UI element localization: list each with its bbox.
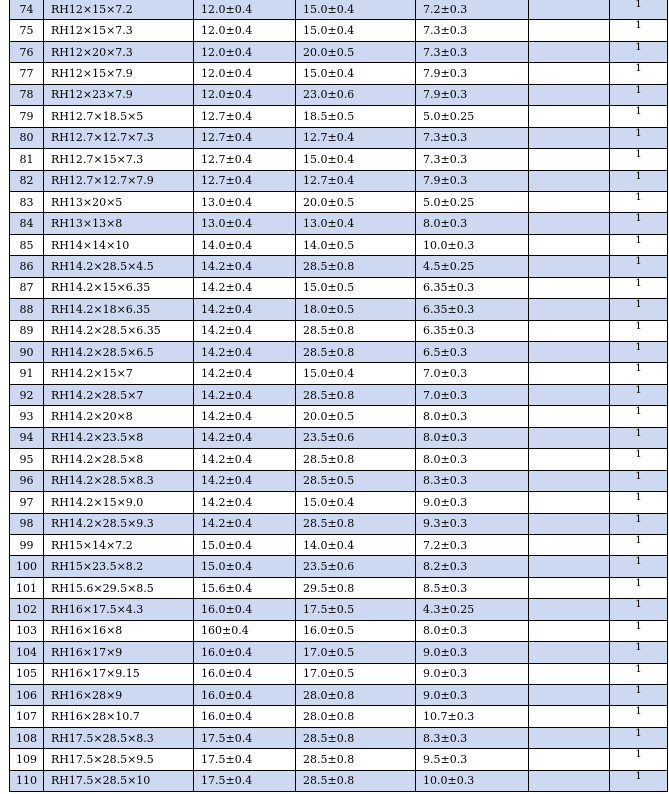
row-number: 108: [10, 727, 44, 748]
height-cell: 10.7±0.3: [416, 706, 529, 727]
height-cell: 8.0±0.3: [416, 213, 529, 234]
row-number: 82: [10, 170, 44, 191]
empty-cell: [529, 191, 610, 212]
inner-diameter-cell: 14.2±0.4: [194, 256, 296, 277]
outer-diameter-cell: 20.0±0.5: [296, 41, 416, 62]
outer-diameter-cell: 28.5±0.8: [296, 513, 416, 534]
outer-diameter-cell: 15.0±0.4: [296, 149, 416, 170]
inner-diameter-cell: 16.0±0.4: [194, 599, 296, 620]
table-row: [10, 256, 668, 277]
quantity-cell: 1: [610, 84, 668, 105]
empty-cell: [529, 534, 610, 555]
quantity-cell: 1: [610, 663, 668, 684]
empty-cell: [529, 170, 610, 191]
height-cell: 8.3±0.3: [416, 727, 529, 748]
height-cell: 8.3±0.3: [416, 470, 529, 491]
height-cell: 7.9±0.3: [416, 63, 529, 84]
quantity-cell: 1: [610, 213, 668, 234]
quantity-cell: 1: [610, 534, 668, 555]
quantity-cell: 1: [610, 642, 668, 663]
inner-diameter-cell: 12.0±0.4: [194, 63, 296, 84]
empty-cell: [529, 127, 610, 148]
model-cell: RH17.5×28.5×10: [44, 770, 194, 791]
quantity-cell: 1: [610, 513, 668, 534]
outer-diameter-cell: 28.5±0.8: [296, 770, 416, 791]
inner-diameter-cell: 14.2±0.4: [194, 342, 296, 363]
height-cell: 7.3±0.3: [416, 127, 529, 148]
empty-cell: [529, 63, 610, 84]
inner-diameter-cell: 12.7±0.4: [194, 170, 296, 191]
inner-diameter-cell: 12.7±0.4: [194, 127, 296, 148]
model-cell: RH14.2×28.5×7: [44, 384, 194, 405]
row-number: 76: [10, 41, 44, 62]
row-number: 94: [10, 427, 44, 448]
model-cell: RH14.2×15×7: [44, 363, 194, 384]
outer-diameter-cell: 23.5±0.6: [296, 427, 416, 448]
height-cell: 10.0±0.3: [416, 770, 529, 791]
model-cell: RH17.5×28.5×9.5: [44, 749, 194, 770]
outer-diameter-cell: 17.0±0.5: [296, 642, 416, 663]
row-number: 86: [10, 256, 44, 277]
height-cell: 7.0±0.3: [416, 363, 529, 384]
model-cell: RH14.2×28.5×6.35: [44, 320, 194, 341]
model-cell: RH14.2×15×6.35: [44, 277, 194, 298]
empty-cell: [529, 706, 610, 727]
height-cell: 7.9±0.3: [416, 170, 529, 191]
outer-diameter-cell: 28.5±0.8: [296, 727, 416, 748]
height-cell: 9.5±0.3: [416, 749, 529, 770]
empty-cell: [529, 256, 610, 277]
row-number: 104: [10, 642, 44, 663]
quantity-cell: 1: [610, 234, 668, 255]
inner-diameter-cell: 12.0±0.4: [194, 20, 296, 41]
height-cell: 6.35±0.3: [416, 277, 529, 298]
row-number: 90: [10, 342, 44, 363]
model-cell: RH16×17.5×4.3: [44, 599, 194, 620]
height-cell: 7.2±0.3: [416, 0, 529, 20]
height-cell: 7.3±0.3: [416, 20, 529, 41]
table-row: [10, 234, 668, 255]
row-number: 87: [10, 277, 44, 298]
inner-diameter-cell: 12.7±0.4: [194, 149, 296, 170]
table-row: [10, 513, 668, 534]
model-cell: RH16×28×9: [44, 685, 194, 706]
empty-cell: [529, 685, 610, 706]
row-number: 95: [10, 449, 44, 470]
row-number: 75: [10, 20, 44, 41]
quantity-cell: 1: [610, 406, 668, 427]
outer-diameter-cell: 23.0±0.6: [296, 84, 416, 105]
model-cell: RH12×15×7.9: [44, 63, 194, 84]
quantity-cell: 1: [610, 685, 668, 706]
outer-diameter-cell: 23.5±0.6: [296, 556, 416, 577]
quantity-cell: 1: [610, 256, 668, 277]
empty-cell: [529, 449, 610, 470]
table-row: [10, 706, 668, 727]
outer-diameter-cell: 29.5±0.8: [296, 577, 416, 598]
inner-diameter-cell: 15.0±0.4: [194, 534, 296, 555]
model-cell: RH14.2×28.5×9.3: [44, 513, 194, 534]
table-row: [10, 599, 668, 620]
inner-diameter-cell: 12.0±0.4: [194, 84, 296, 105]
model-cell: RH16×28×10.7: [44, 706, 194, 727]
outer-diameter-cell: 15.0±0.5: [296, 277, 416, 298]
empty-cell: [529, 234, 610, 255]
row-number: 102: [10, 599, 44, 620]
inner-diameter-cell: 14.2±0.4: [194, 470, 296, 491]
height-cell: 5.0±0.25: [416, 106, 529, 127]
model-cell: RH13×13×8: [44, 213, 194, 234]
outer-diameter-cell: 15.0±0.4: [296, 363, 416, 384]
inner-diameter-cell: 14.2±0.4: [194, 492, 296, 513]
row-number: 85: [10, 234, 44, 255]
inner-diameter-cell: 14.0±0.4: [194, 234, 296, 255]
quantity-cell: 1: [610, 20, 668, 41]
height-cell: 6.5±0.3: [416, 342, 529, 363]
model-cell: RH12.7×12.7×7.9: [44, 170, 194, 191]
row-number: 89: [10, 320, 44, 341]
row-number: 103: [10, 620, 44, 641]
quantity-cell: 1: [610, 127, 668, 148]
outer-diameter-cell: 28.5±0.8: [296, 342, 416, 363]
table-row: [10, 84, 668, 105]
outer-diameter-cell: 28.5±0.8: [296, 320, 416, 341]
outer-diameter-cell: 18.5±0.5: [296, 106, 416, 127]
row-number: 97: [10, 492, 44, 513]
table-row: [10, 406, 668, 427]
empty-cell: [529, 642, 610, 663]
row-number: 98: [10, 513, 44, 534]
row-number: 101: [10, 577, 44, 598]
row-number: 77: [10, 63, 44, 84]
quantity-cell: 1: [610, 63, 668, 84]
model-cell: RH12.7×15×7.3: [44, 149, 194, 170]
model-cell: RH14.2×15×9.0: [44, 492, 194, 513]
row-number: 74: [10, 0, 44, 20]
table-row: [10, 41, 668, 62]
empty-cell: [529, 84, 610, 105]
table-row: [10, 663, 668, 684]
model-cell: RH12×20×7.3: [44, 41, 194, 62]
empty-cell: [529, 727, 610, 748]
quantity-cell: 1: [610, 470, 668, 491]
inner-diameter-cell: 15.6±0.4: [194, 577, 296, 598]
table-body: [10, 0, 668, 792]
empty-cell: [529, 342, 610, 363]
outer-diameter-cell: 28.0±0.8: [296, 706, 416, 727]
inner-diameter-cell: 14.2±0.4: [194, 320, 296, 341]
quantity-cell: 1: [610, 449, 668, 470]
quantity-cell: 1: [610, 299, 668, 320]
model-cell: RH14.2×28.5×4.5: [44, 256, 194, 277]
spec-table: [9, 0, 668, 792]
inner-diameter-cell: 17.5±0.4: [194, 770, 296, 791]
height-cell: 7.3±0.3: [416, 41, 529, 62]
quantity-cell: 1: [610, 0, 668, 20]
height-cell: 4.3±0.25: [416, 599, 529, 620]
table-row: [10, 277, 668, 298]
table-row: [10, 470, 668, 491]
outer-diameter-cell: 17.5±0.5: [296, 599, 416, 620]
row-number: 78: [10, 84, 44, 105]
table-row: [10, 642, 668, 663]
table-row: [10, 577, 668, 598]
height-cell: 9.0±0.3: [416, 492, 529, 513]
inner-diameter-cell: 16.0±0.4: [194, 685, 296, 706]
outer-diameter-cell: 14.0±0.4: [296, 534, 416, 555]
empty-cell: [529, 749, 610, 770]
empty-cell: [529, 427, 610, 448]
height-cell: 7.9±0.3: [416, 84, 529, 105]
row-number: 109: [10, 749, 44, 770]
model-cell: RH16×17×9: [44, 642, 194, 663]
table-row: [10, 770, 668, 791]
model-cell: RH16×16×8: [44, 620, 194, 641]
model-cell: RH12×15×7.3: [44, 20, 194, 41]
quantity-cell: 1: [610, 342, 668, 363]
inner-diameter-cell: 12.0±0.4: [194, 0, 296, 20]
table-row: [10, 170, 668, 191]
model-cell: RH14.2×18×6.35: [44, 299, 194, 320]
table-row: [10, 320, 668, 341]
inner-diameter-cell: 16.0±0.4: [194, 706, 296, 727]
model-cell: RH14.2×28.5×6.5: [44, 342, 194, 363]
inner-diameter-cell: 14.2±0.4: [194, 513, 296, 534]
inner-diameter-cell: 12.7±0.4: [194, 106, 296, 127]
table-row: [10, 20, 668, 41]
table-row: [10, 534, 668, 555]
quantity-cell: 1: [610, 363, 668, 384]
inner-diameter-cell: 14.2±0.4: [194, 427, 296, 448]
empty-cell: [529, 20, 610, 41]
empty-cell: [529, 106, 610, 127]
table-row: [10, 63, 668, 84]
quantity-cell: 1: [610, 556, 668, 577]
empty-cell: [529, 556, 610, 577]
row-number: 88: [10, 299, 44, 320]
outer-diameter-cell: 20.0±0.5: [296, 406, 416, 427]
model-cell: RH17.5×28.5×8.3: [44, 727, 194, 748]
outer-diameter-cell: 18.0±0.5: [296, 299, 416, 320]
outer-diameter-cell: 28.5±0.8: [296, 256, 416, 277]
height-cell: 9.3±0.3: [416, 513, 529, 534]
empty-cell: [529, 663, 610, 684]
inner-diameter-cell: 15.0±0.4: [194, 556, 296, 577]
table-row: [10, 191, 668, 212]
height-cell: 8.0±0.3: [416, 449, 529, 470]
inner-diameter-cell: 14.2±0.4: [194, 277, 296, 298]
height-cell: 7.3±0.3: [416, 149, 529, 170]
table-row: [10, 727, 668, 748]
quantity-cell: 1: [610, 149, 668, 170]
row-number: 110: [10, 770, 44, 791]
quantity-cell: 1: [610, 427, 668, 448]
inner-diameter-cell: 14.2±0.4: [194, 406, 296, 427]
quantity-cell: 1: [610, 106, 668, 127]
inner-diameter-cell: 13.0±0.4: [194, 213, 296, 234]
inner-diameter-cell: 16.0±0.4: [194, 642, 296, 663]
height-cell: 9.0±0.3: [416, 685, 529, 706]
table-row: [10, 342, 668, 363]
quantity-cell: 1: [610, 277, 668, 298]
height-cell: 6.35±0.3: [416, 299, 529, 320]
table-row: [10, 127, 668, 148]
inner-diameter-cell: 13.0±0.4: [194, 191, 296, 212]
outer-diameter-cell: 28.5±0.8: [296, 749, 416, 770]
empty-cell: [529, 277, 610, 298]
model-cell: RH14×14×10: [44, 234, 194, 255]
table-row: [10, 556, 668, 577]
outer-diameter-cell: 12.7±0.4: [296, 170, 416, 191]
empty-cell: [529, 470, 610, 491]
height-cell: 8.2±0.3: [416, 556, 529, 577]
empty-cell: [529, 406, 610, 427]
empty-cell: [529, 384, 610, 405]
height-cell: 4.5±0.25: [416, 256, 529, 277]
height-cell: 5.0±0.25: [416, 191, 529, 212]
outer-diameter-cell: 28.0±0.8: [296, 685, 416, 706]
inner-diameter-cell: 17.5±0.4: [194, 749, 296, 770]
empty-cell: [529, 363, 610, 384]
empty-cell: [529, 320, 610, 341]
outer-diameter-cell: 20.0±0.5: [296, 191, 416, 212]
row-number: 99: [10, 534, 44, 555]
row-number: 91: [10, 363, 44, 384]
inner-diameter-cell: 160±0.4: [194, 620, 296, 641]
inner-diameter-cell: 14.2±0.4: [194, 299, 296, 320]
table-row: [10, 492, 668, 513]
outer-diameter-cell: 15.0±0.4: [296, 492, 416, 513]
row-number: 84: [10, 213, 44, 234]
empty-cell: [529, 599, 610, 620]
height-cell: 9.0±0.3: [416, 663, 529, 684]
model-cell: RH12.7×12.7×7.3: [44, 127, 194, 148]
outer-diameter-cell: 17.0±0.5: [296, 663, 416, 684]
table-row: [10, 0, 668, 20]
inner-diameter-cell: 16.0±0.4: [194, 663, 296, 684]
inner-diameter-cell: 14.2±0.4: [194, 449, 296, 470]
height-cell: 7.0±0.3: [416, 384, 529, 405]
row-number: 106: [10, 685, 44, 706]
height-cell: 7.2±0.3: [416, 534, 529, 555]
row-number: 79: [10, 106, 44, 127]
row-number: 92: [10, 384, 44, 405]
model-cell: RH15×14×7.2: [44, 534, 194, 555]
inner-diameter-cell: 14.2±0.4: [194, 384, 296, 405]
empty-cell: [529, 770, 610, 791]
quantity-cell: 1: [610, 706, 668, 727]
inner-diameter-cell: 17.5±0.4: [194, 727, 296, 748]
empty-cell: [529, 577, 610, 598]
empty-cell: [529, 299, 610, 320]
table-row: [10, 363, 668, 384]
model-cell: RH14.2×23.5×8: [44, 427, 194, 448]
model-cell: RH13×20×5: [44, 191, 194, 212]
row-number: 93: [10, 406, 44, 427]
row-number: 81: [10, 149, 44, 170]
outer-diameter-cell: 28.5±0.8: [296, 449, 416, 470]
model-cell: RH14.2×20×8: [44, 406, 194, 427]
quantity-cell: 1: [610, 191, 668, 212]
table-row: [10, 384, 668, 405]
height-cell: 8.0±0.3: [416, 427, 529, 448]
outer-diameter-cell: 14.0±0.5: [296, 234, 416, 255]
table-row: [10, 299, 668, 320]
table-row: [10, 213, 668, 234]
model-cell: RH15.6×29.5×8.5: [44, 577, 194, 598]
model-cell: RH12×15×7.2: [44, 0, 194, 20]
empty-cell: [529, 0, 610, 20]
row-number: 80: [10, 127, 44, 148]
outer-diameter-cell: 28.5±0.5: [296, 470, 416, 491]
outer-diameter-cell: 16.0±0.5: [296, 620, 416, 641]
table-row: [10, 427, 668, 448]
outer-diameter-cell: 15.0±0.4: [296, 20, 416, 41]
quantity-cell: 1: [610, 770, 668, 791]
table-row: [10, 685, 668, 706]
model-cell: RH16×17×9.15: [44, 663, 194, 684]
table-row: [10, 620, 668, 641]
row-number: 100: [10, 556, 44, 577]
quantity-cell: 1: [610, 599, 668, 620]
outer-diameter-cell: 28.5±0.8: [296, 384, 416, 405]
row-number: 96: [10, 470, 44, 491]
quantity-cell: 1: [610, 320, 668, 341]
quantity-cell: 1: [610, 727, 668, 748]
empty-cell: [529, 149, 610, 170]
empty-cell: [529, 213, 610, 234]
quantity-cell: 1: [610, 41, 668, 62]
model-cell: RH14.2×28.5×8.3: [44, 470, 194, 491]
inner-diameter-cell: 12.0±0.4: [194, 41, 296, 62]
outer-diameter-cell: 12.7±0.4: [296, 127, 416, 148]
row-number: 83: [10, 191, 44, 212]
inner-diameter-cell: 14.2±0.4: [194, 363, 296, 384]
table-row: [10, 149, 668, 170]
empty-cell: [529, 492, 610, 513]
table-row: [10, 749, 668, 770]
height-cell: 9.0±0.3: [416, 642, 529, 663]
model-cell: RH15×23.5×8.2: [44, 556, 194, 577]
outer-diameter-cell: 15.0±0.4: [296, 0, 416, 20]
table-row: [10, 106, 668, 127]
model-cell: RH14.2×28.5×8: [44, 449, 194, 470]
empty-cell: [529, 41, 610, 62]
model-cell: RH12.7×18.5×5: [44, 106, 194, 127]
height-cell: 8.0±0.3: [416, 620, 529, 641]
quantity-cell: 1: [610, 170, 668, 191]
height-cell: 6.35±0.3: [416, 320, 529, 341]
quantity-cell: 1: [610, 749, 668, 770]
height-cell: 8.0±0.3: [416, 406, 529, 427]
quantity-cell: 1: [610, 577, 668, 598]
empty-cell: [529, 513, 610, 534]
table-row: [10, 449, 668, 470]
model-cell: RH12×23×7.9: [44, 84, 194, 105]
height-cell: 10.0±0.3: [416, 234, 529, 255]
row-number: 105: [10, 663, 44, 684]
row-number: 107: [10, 706, 44, 727]
empty-cell: [529, 620, 610, 641]
outer-diameter-cell: 13.0±0.4: [296, 213, 416, 234]
quantity-cell: 1: [610, 384, 668, 405]
quantity-cell: 1: [610, 620, 668, 641]
outer-diameter-cell: 15.0±0.4: [296, 63, 416, 84]
quantity-cell: 1: [610, 492, 668, 513]
height-cell: 8.5±0.3: [416, 577, 529, 598]
